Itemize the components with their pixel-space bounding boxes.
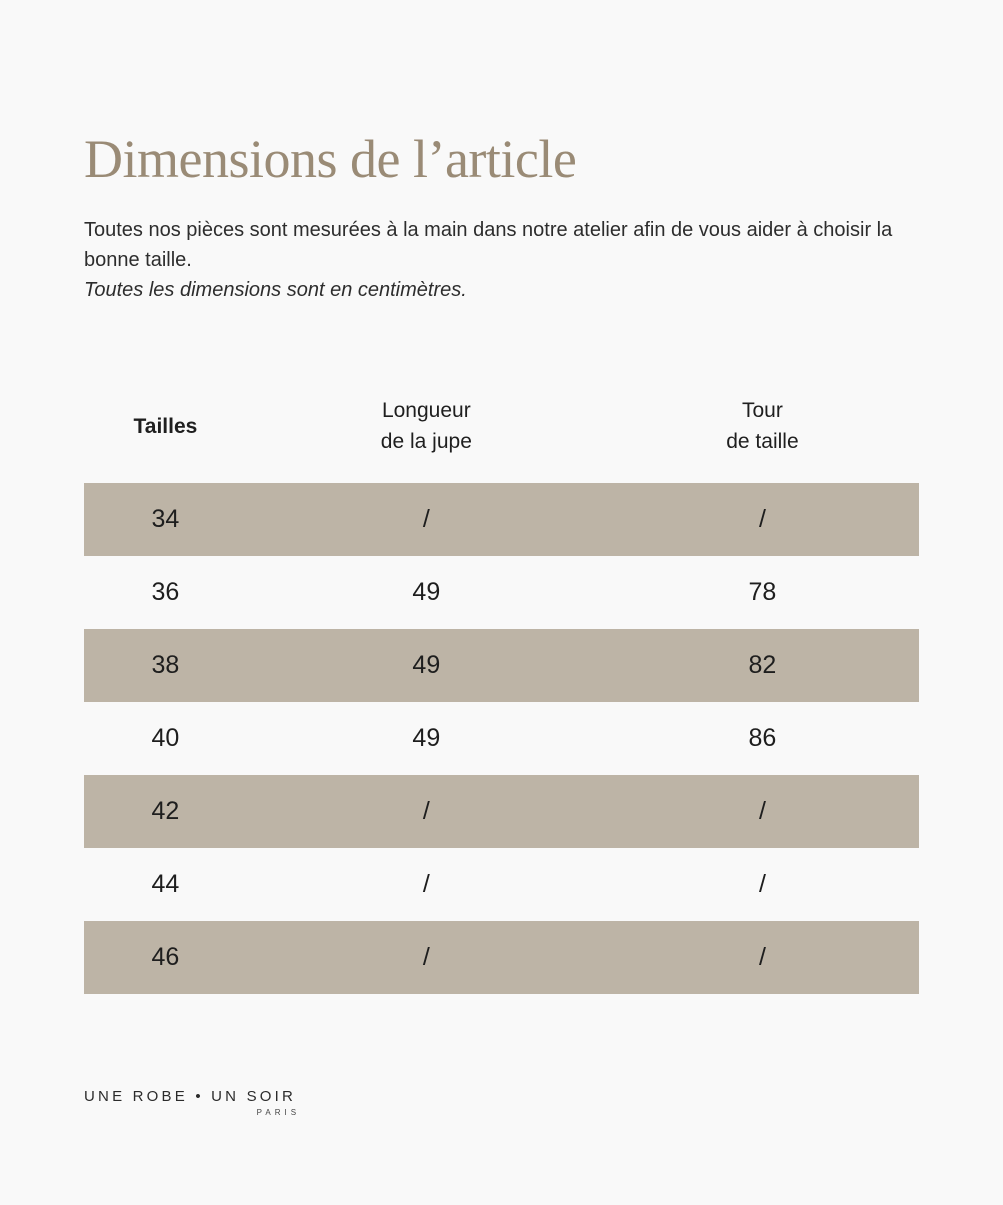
skirt-length-cell: 49 xyxy=(412,651,441,680)
skirt-length-cell: 49 xyxy=(412,578,441,607)
size-cell: 42 xyxy=(151,797,180,826)
page-title: Dimensions de l’article xyxy=(84,129,577,189)
size-cell: 38 xyxy=(151,651,180,680)
size-cell: 46 xyxy=(151,943,180,972)
waist-cell: 86 xyxy=(748,724,777,753)
skirt-length-cell: / xyxy=(422,505,430,534)
waist-cell: 78 xyxy=(748,578,777,607)
skirt-length-cell: 49 xyxy=(412,724,441,753)
skirt-length-cell: / xyxy=(422,797,430,826)
table-row xyxy=(84,556,919,629)
table-row xyxy=(84,629,919,702)
skirt-length-cell: / xyxy=(422,943,430,972)
table-row xyxy=(84,921,919,994)
size-cell: 36 xyxy=(151,578,180,607)
column-header-skirt-length: Longueur de la jupe xyxy=(380,399,472,454)
intro-text xyxy=(84,215,919,305)
column-header-sizes: Tailles xyxy=(133,414,198,438)
waist-cell: / xyxy=(758,505,766,534)
units-note: Toutes les dimensions sont en centimètres. xyxy=(84,279,467,302)
table-header-row xyxy=(84,395,919,483)
waist-cell: / xyxy=(758,943,766,972)
waist-cell: 82 xyxy=(748,651,777,680)
skirt-length-cell: / xyxy=(422,870,430,899)
brand-logo xyxy=(84,1088,301,1118)
column-header-waist: Tour de taille xyxy=(726,399,799,454)
table-row xyxy=(84,848,919,921)
table-row xyxy=(84,775,919,848)
waist-cell: / xyxy=(758,870,766,899)
table-row xyxy=(84,483,919,556)
brand-name: UNE ROBE • UN SOIR xyxy=(84,1088,297,1106)
table-row xyxy=(84,702,919,775)
size-cell: 44 xyxy=(151,870,180,899)
size-cell: 40 xyxy=(151,724,180,753)
measuring-description: Toutes nos pièces sont mesurées à la main dans notre atelier afin de vous aider à choisir la bonne taille. xyxy=(84,219,893,272)
brand-city: PARIS xyxy=(256,1108,301,1118)
dimensions-table xyxy=(84,395,919,994)
waist-cell: / xyxy=(758,797,766,826)
size-cell: 34 xyxy=(151,505,180,534)
